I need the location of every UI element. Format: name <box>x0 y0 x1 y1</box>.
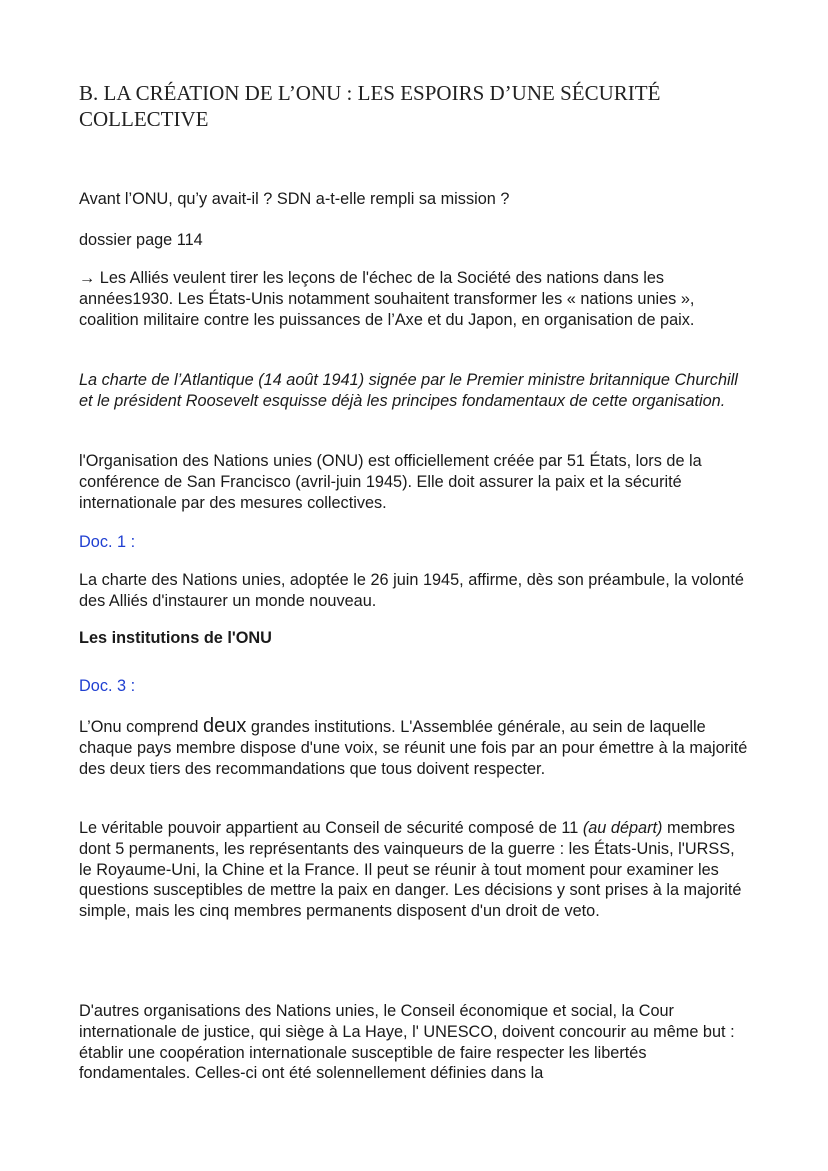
assembly-paragraph <box>79 716 751 779</box>
council-text-start: Le véritable pouvoir appartient au Conseil de sécurité composé de 11 <box>79 819 583 837</box>
institutions-heading: Les institutions de l'ONU <box>79 629 272 647</box>
council-text-end: membres dont 5 permanents, les représentants des vainqueurs de la guerre : les États-Unis, l'URSS, le Royaume-Uni, la Chine et la France. Il peut se réunir à tout moment pour examiner les questions susceptibles de mettre la paix en danger. Les décisions y sont prises à la majorité simple, mais les cinq membres permanents disposent d'un droit de veto. <box>79 819 742 921</box>
section-title: B. LA CRÉATION DE L’ONU : LES ESPOIRS D’UNE SÉCURITÉ COLLECTIVE <box>79 81 661 131</box>
assembly-text-start: L’Onu comprend <box>79 718 203 736</box>
doc-1-label: Doc. 1 : <box>79 533 136 551</box>
atlantic-charter-paragraph: La charte de l’Atlantique (14 août 1941) signée par le Premier ministre britannique Churchill et le président Roosevelt esquisse déjà les principes fondamentaux de cette organisation. <box>79 371 738 410</box>
other-organisations-paragraph: D'autres organisations des Nations unies, le Conseil économique et social, la Cour internationale de justice, qui siège à La Haye, l' UNESCO, doivent concourir au même but : établir une coopération internationale susceptible de faire respecter les libertés fondamentales. Celles-ci ont été solennellement définies dans la <box>79 1002 735 1083</box>
doc-3-label: Doc. 3 : <box>79 677 136 695</box>
council-italic-note: (au départ) <box>582 819 663 837</box>
assembly-text-end: grandes institutions. L'Assemblée générale, au sein de laquelle chaque pays membre dispose d'une voix, se réunit une fois par an pour émettre à la majorité des deux tiers des recommandations que tous doivent respecter. <box>79 718 748 778</box>
charter-paragraph: La charte des Nations unies, adoptée le 26 juin 1945, affirme, dès son préambule, la volonté des Alliés d'instaurer un monde nouveau. <box>79 571 744 610</box>
dossier-reference: dossier page 114 <box>79 231 203 249</box>
assembly-emphasis-word: deux <box>203 715 247 737</box>
allies-paragraph: → Les Alliés veulent tirer les leçons de l'échec de la Société des nations dans les années1930. Les États-Unis notamment souhaitent transformer les « nations unies », coalition militaire contre les puissances de l’Axe et du Japon, en organisation de paix. <box>79 269 695 329</box>
onu-creation-paragraph: l'Organisation des Nations unies (ONU) est officiellement créée par 51 États, lors de la conférence de San Francisco (avril-juin 1945). Elle doit assurer la paix et la sécurité internationale par des mesures collectives. <box>79 452 702 512</box>
security-council-paragraph <box>79 818 751 922</box>
intro-question: Avant l’ONU, qu’y avait-il ? SDN a-t-elle rempli sa mission ? <box>79 190 510 208</box>
